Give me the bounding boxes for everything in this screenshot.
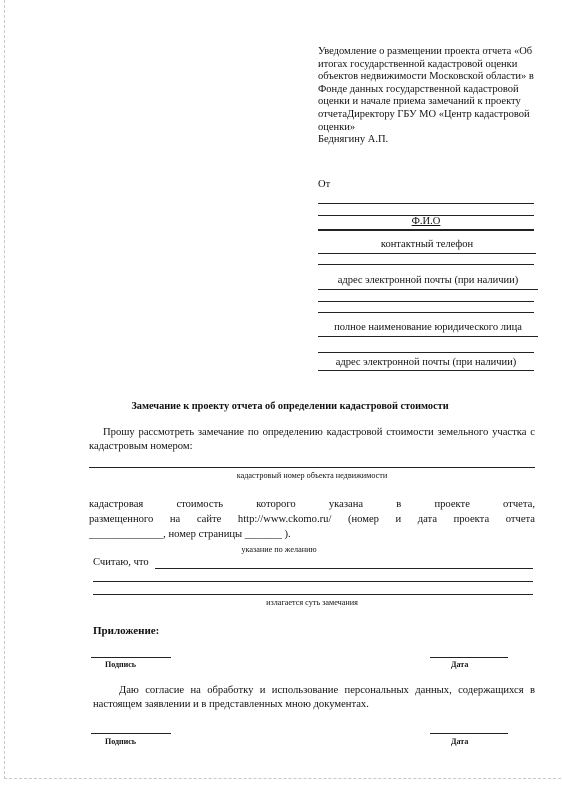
blank-line-1 — [318, 264, 534, 265]
email-caption-2: адрес электронной почты (при наличии) — [335, 357, 517, 368]
org-caption: полное наименование юридического лица — [334, 322, 522, 333]
blank-line-3 — [318, 312, 534, 313]
notice-block — [318, 46, 546, 147]
consider-label: Считаю, что — [93, 557, 149, 568]
notice-text: Уведомление о размещении проекта отчета «Об итогах государственной кадастровой оценки объектов недвижимости Московской области» в Фонде данных государственной кадастровой оценки и начале приема замечаний к проекту отчетаДиректору ГБУ МО «Центр кадастровой оценки» — [318, 46, 534, 133]
date-line-1 — [430, 657, 508, 658]
phone-caption: контактный телефон — [380, 239, 474, 250]
fio-line — [318, 229, 534, 231]
email-line-1 — [318, 289, 538, 290]
attachment-label: Приложение: — [93, 625, 160, 637]
document-title: Замечание к проекту отчета об определении кадастровой стоимости — [131, 401, 449, 412]
value-line-3: ______________, номер страницы _______ ). — [89, 529, 291, 540]
consider-line-1 — [155, 568, 533, 569]
org-line — [318, 336, 538, 337]
request-paragraph: Прошу рассмотреть замечание по определению кадастровой стоимости земельного участка с кадастровым номером: — [89, 427, 535, 452]
addressee: Беднягину А.П. — [318, 134, 389, 146]
signature-label-2: Подпись — [105, 737, 137, 746]
date-label-1: Дата — [451, 660, 469, 669]
signature-label-1: Подпись — [105, 660, 137, 669]
signature-line-1 — [91, 657, 171, 658]
consent-paragraph: Даю согласие на обработку и использование персональных данных, содержащихся в настоящем заявлении и в представленных мною документах. — [93, 685, 535, 710]
cadastral-number-line — [89, 467, 535, 468]
date-line-2 — [430, 733, 508, 734]
value-line-1: кадастровая стоимость которого указана в проекте отчета, — [89, 499, 535, 510]
fio-caption: Ф.И.О — [411, 216, 441, 227]
blank-line-2 — [318, 301, 534, 302]
signature-line-2 — [91, 733, 171, 734]
from-label: От — [318, 179, 331, 190]
phone-line — [318, 253, 536, 254]
email-line-2 — [318, 370, 534, 371]
essence-caption: излагается суть замечания — [266, 598, 358, 607]
from-line-1 — [318, 203, 534, 204]
cadastral-caption: кадастровый номер объекта недвижимости — [236, 471, 388, 480]
consider-line-3 — [93, 594, 533, 595]
consider-line-2 — [93, 581, 533, 582]
blank-line-4 — [318, 352, 534, 353]
document-page — [4, 0, 561, 779]
date-label-2: Дата — [451, 737, 469, 746]
optional-caption: указание по желанию — [241, 545, 317, 554]
email-caption-1: адрес электронной почты (при наличии) — [337, 275, 519, 286]
value-line-2: размещенного на сайте http://www.ckomo.ru/ (номер и дата проекта отчета — [89, 514, 535, 525]
